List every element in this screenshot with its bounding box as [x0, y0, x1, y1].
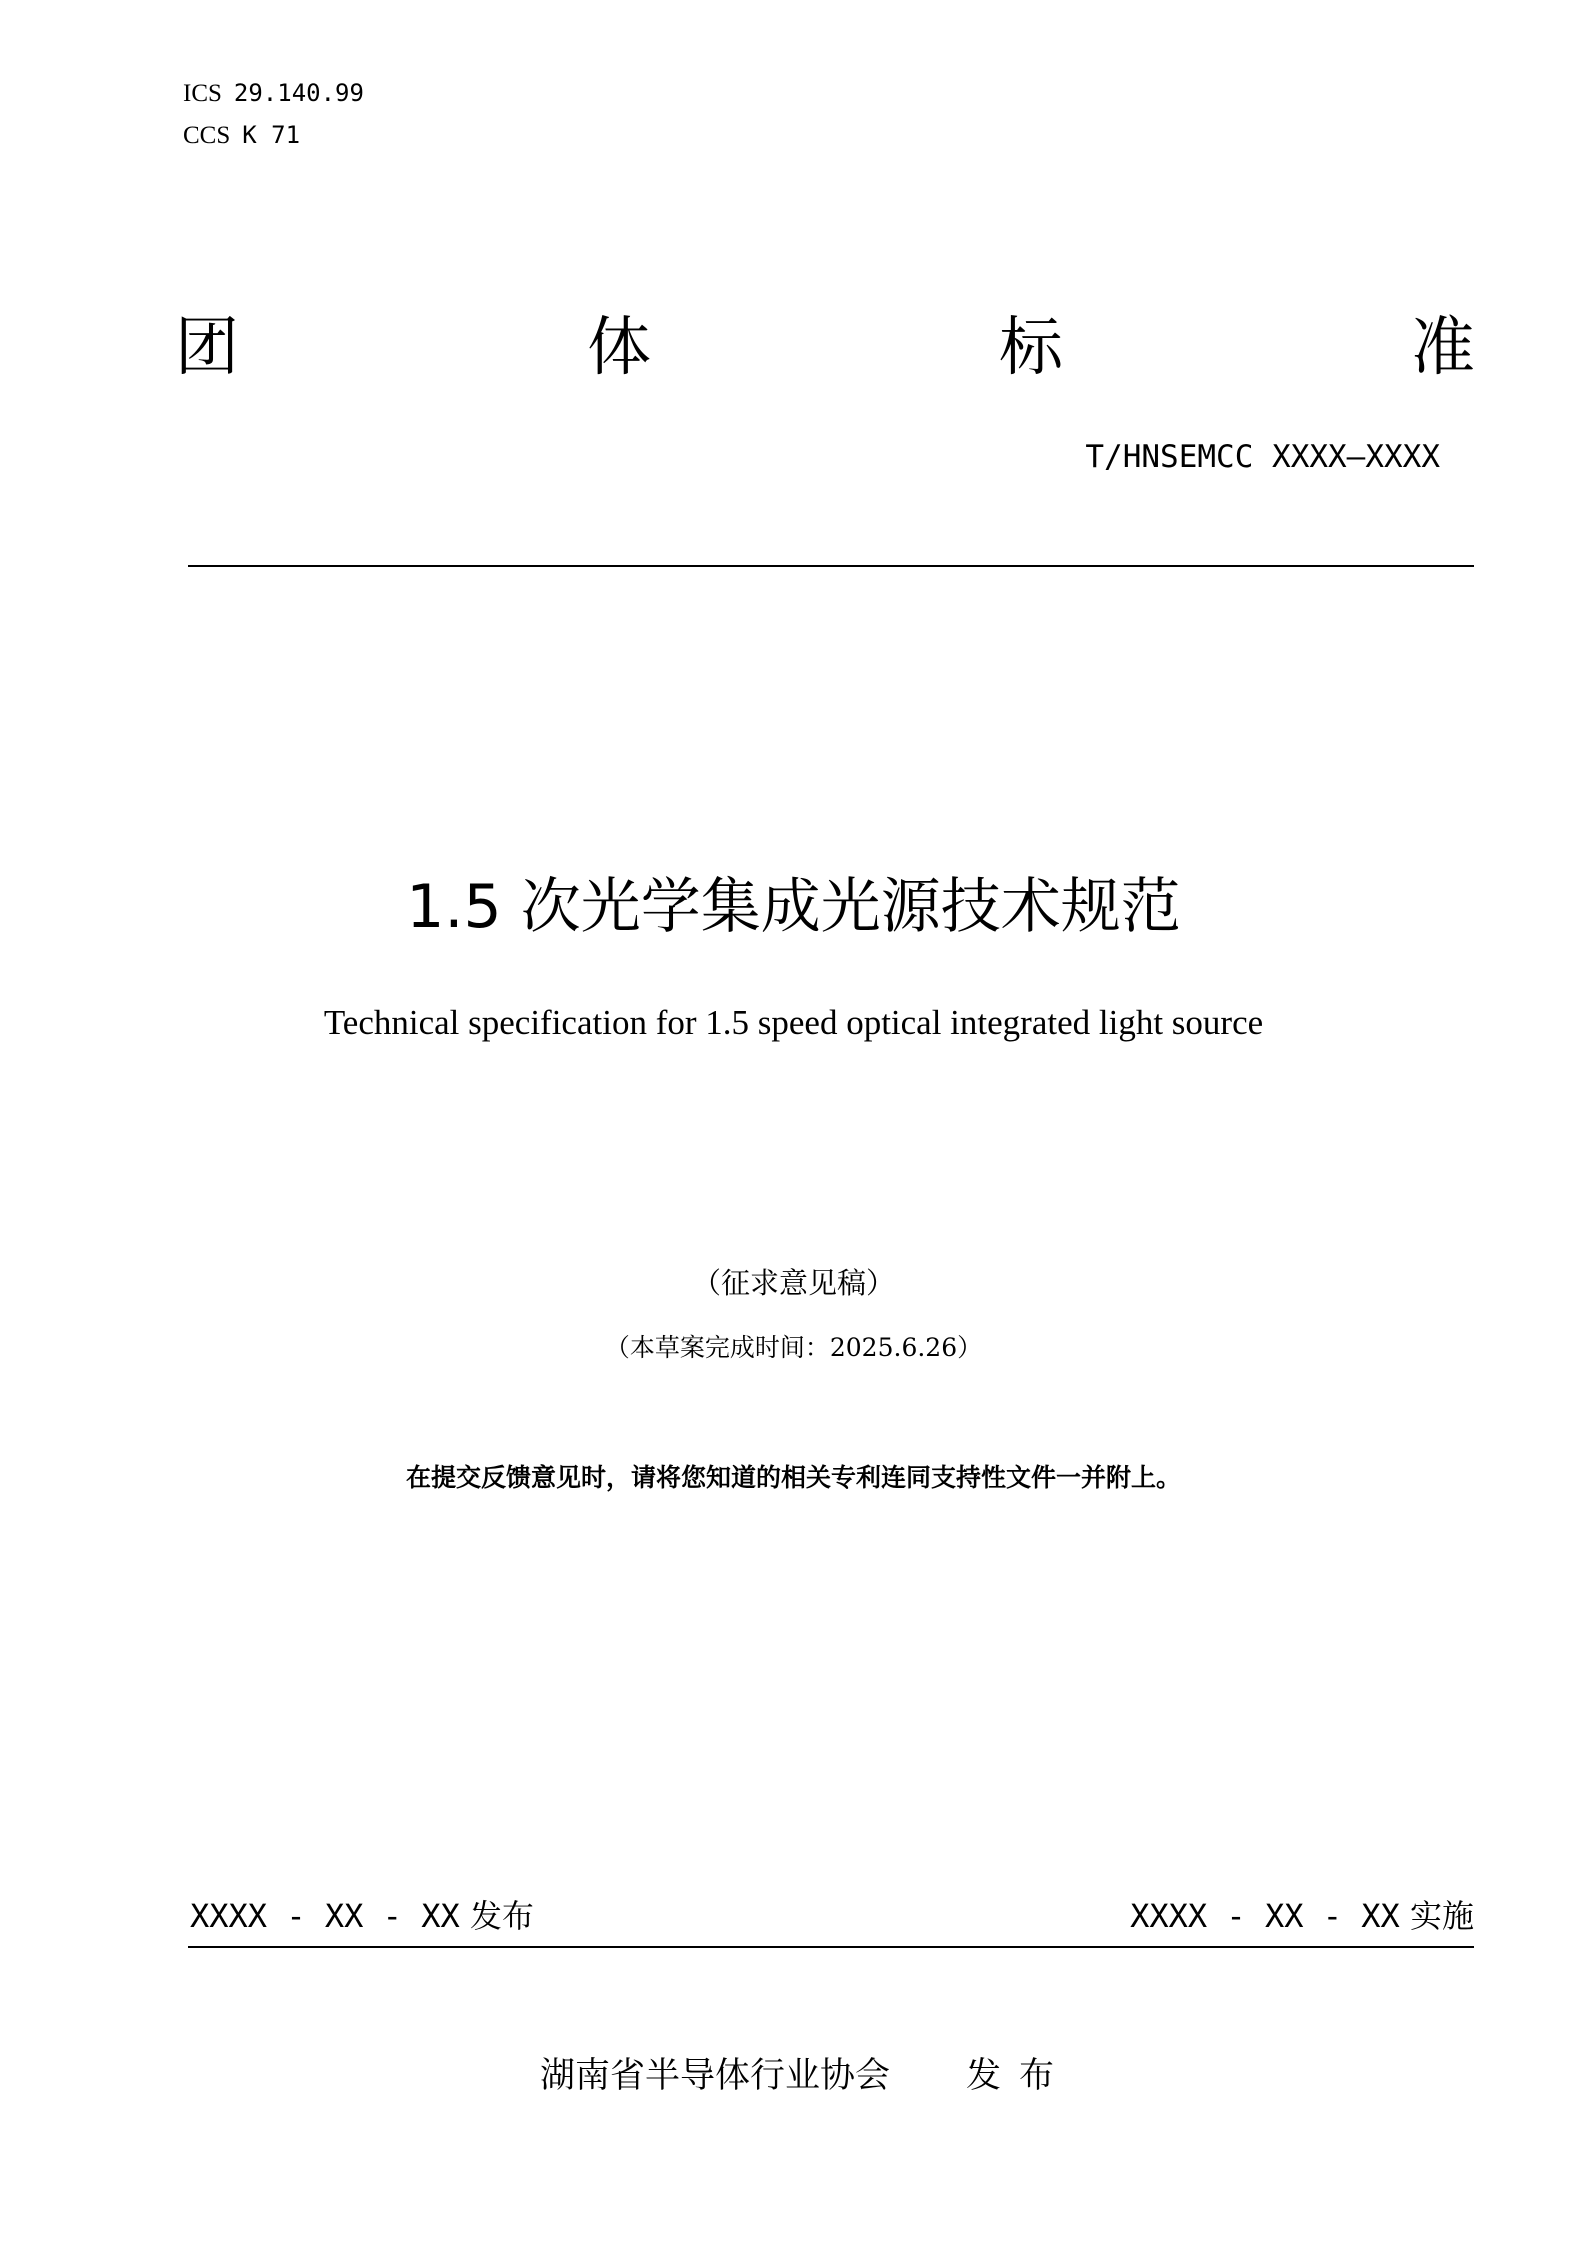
standard-type-char: 体 [587, 311, 651, 385]
ccs-code: K 71 [242, 121, 301, 149]
patent-notice: 在提交反馈意见时，请将您知道的相关专利连同支持性文件一并附上。 [405, 1463, 1181, 1492]
publisher-action: 发布 [966, 2056, 1073, 2096]
standard-type-char: 标 [999, 311, 1063, 385]
ics-label: ICS [183, 80, 222, 107]
ics-classification [183, 78, 364, 109]
footer-divider [188, 1946, 1474, 1948]
standard-number: T/HNSEMCC XXXX—XXXX [1085, 439, 1440, 475]
ccs-label: CCS [183, 122, 231, 149]
document-title-english: Technical specification for 1.5 speed optical integrated light source [323, 1003, 1264, 1042]
document-title-chinese: 1.5 次光学集成光源技术规范 [406, 872, 1181, 942]
ccs-classification [183, 120, 300, 151]
implement-date-label: 实施 [1409, 1897, 1474, 1935]
publish-date-value: XXXX - XX - XX [190, 1897, 460, 1935]
header-divider [188, 565, 1474, 567]
draft-status: （征求意见稿） [691, 1266, 895, 1300]
standard-type-heading [175, 308, 1475, 388]
publish-date [190, 1894, 534, 1938]
publisher-organization: 湖南省半导体行业协会 [540, 2056, 891, 2096]
ics-code: 29.140.99 [233, 79, 364, 107]
implement-date-value: XXXX - XX - XX [1130, 1897, 1400, 1935]
standard-type-char: 准 [1411, 311, 1475, 385]
draft-completion-date: （本草案完成时间：2025.6.26） [604, 1333, 983, 1362]
publisher-line [540, 2052, 1072, 2100]
standard-type-char: 团 [175, 311, 239, 385]
publish-date-label: 发布 [469, 1897, 534, 1935]
implement-date [1130, 1894, 1474, 1938]
